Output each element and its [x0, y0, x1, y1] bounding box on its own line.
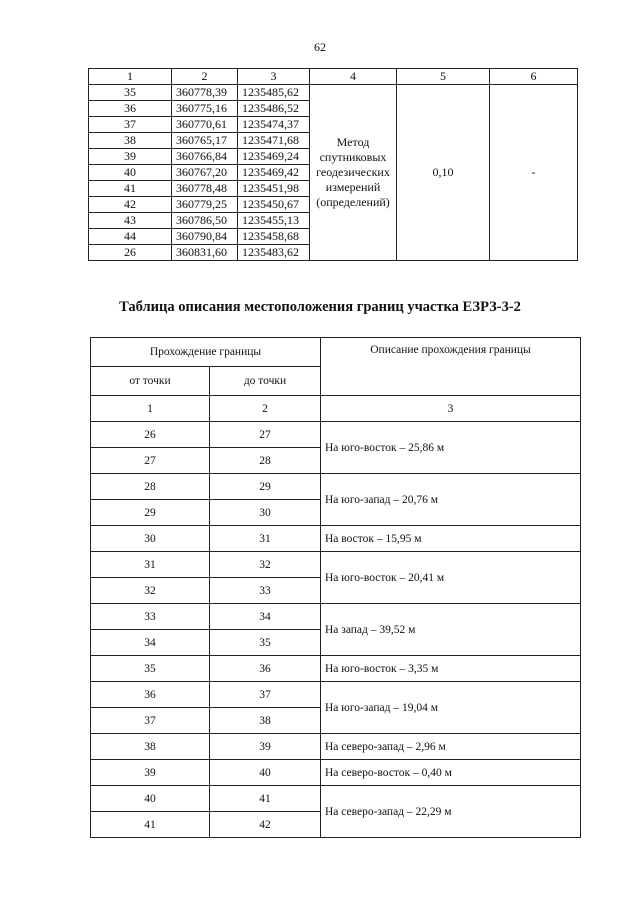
point-number-cell: 39 — [89, 149, 172, 165]
to-point-cell: 29 — [210, 474, 321, 500]
column-number-cell: 2 — [172, 69, 238, 85]
table-row — [91, 734, 581, 760]
header-from-point: от точки — [91, 367, 210, 396]
to-point-cell: 40 — [210, 760, 321, 786]
coordinates-table — [88, 68, 578, 261]
from-point-cell: 33 — [91, 604, 210, 630]
point-number-cell: 37 — [89, 117, 172, 133]
x-coordinate-cell: 360778,48 — [172, 181, 238, 197]
to-point-cell: 38 — [210, 708, 321, 734]
point-number-cell: 42 — [89, 197, 172, 213]
y-coordinate-cell: 1235450,67 — [238, 197, 310, 213]
table-row — [91, 422, 581, 448]
description-cell: На юго-восток – 20,41 м — [321, 552, 581, 604]
description-cell: На юго-восток – 3,35 м — [321, 656, 581, 682]
column-number-cell: 4 — [310, 69, 397, 85]
column-number-cell: 5 — [397, 69, 490, 85]
x-coordinate-cell: 360786,50 — [172, 213, 238, 229]
table-row — [91, 552, 581, 578]
x-coordinate-cell: 360831,60 — [172, 245, 238, 261]
to-point-cell: 36 — [210, 656, 321, 682]
point-number-cell: 36 — [89, 101, 172, 117]
from-point-cell: 29 — [91, 500, 210, 526]
description-cell: На северо-запад – 22,29 м — [321, 786, 581, 838]
x-coordinate-cell: 360778,39 — [172, 85, 238, 101]
from-point-cell: 37 — [91, 708, 210, 734]
y-coordinate-cell: 1235469,42 — [238, 165, 310, 181]
description-cell: На юго-запад – 19,04 м — [321, 682, 581, 734]
to-point-cell: 30 — [210, 500, 321, 526]
description-cell: На северо-восток – 0,40 м — [321, 760, 581, 786]
to-point-cell: 28 — [210, 448, 321, 474]
x-coordinate-cell: 360770,61 — [172, 117, 238, 133]
table-row — [91, 760, 581, 786]
y-coordinate-cell: 1235474,37 — [238, 117, 310, 133]
y-coordinate-cell: 1235458,68 — [238, 229, 310, 245]
from-point-cell: 40 — [91, 786, 210, 812]
table-row — [91, 526, 581, 552]
from-point-cell: 34 — [91, 630, 210, 656]
to-point-cell: 34 — [210, 604, 321, 630]
y-coordinate-cell: 1235455,13 — [238, 213, 310, 229]
to-point-cell: 35 — [210, 630, 321, 656]
table-header-row — [89, 69, 578, 85]
to-point-cell: 32 — [210, 552, 321, 578]
column-number-cell: 1 — [89, 69, 172, 85]
table-row — [91, 682, 581, 708]
to-point-cell: 42 — [210, 812, 321, 838]
x-coordinate-cell: 360766,84 — [172, 149, 238, 165]
from-point-cell: 27 — [91, 448, 210, 474]
point-number-cell: 40 — [89, 165, 172, 181]
to-point-cell: 31 — [210, 526, 321, 552]
x-coordinate-cell: 360775,16 — [172, 101, 238, 117]
point-number-cell: 43 — [89, 213, 172, 229]
from-point-cell: 28 — [91, 474, 210, 500]
from-point-cell: 30 — [91, 526, 210, 552]
y-coordinate-cell: 1235451,98 — [238, 181, 310, 197]
to-point-cell: 41 — [210, 786, 321, 812]
table-row — [91, 474, 581, 500]
header-to-point: до точки — [210, 367, 321, 396]
from-point-cell: 31 — [91, 552, 210, 578]
column-number-cell: 3 — [321, 396, 581, 422]
description-cell: На запад – 39,52 м — [321, 604, 581, 656]
table-row — [89, 85, 578, 101]
column-number-cell: 6 — [490, 69, 578, 85]
from-point-cell: 38 — [91, 734, 210, 760]
point-number-cell: 44 — [89, 229, 172, 245]
point-number-cell: 41 — [89, 181, 172, 197]
to-point-cell: 39 — [210, 734, 321, 760]
point-number-cell: 38 — [89, 133, 172, 149]
column-6-cell: - — [490, 85, 578, 261]
x-coordinate-cell: 360790,84 — [172, 229, 238, 245]
column-numbers-row — [91, 396, 581, 422]
column-number-cell: 3 — [238, 69, 310, 85]
from-point-cell: 32 — [91, 578, 210, 604]
page-number: 62 — [314, 40, 326, 54]
description-cell: На юго-восток – 25,86 м — [321, 422, 581, 474]
x-coordinate-cell: 360767,20 — [172, 165, 238, 181]
boundary-description-table — [90, 337, 581, 838]
point-number-cell: 35 — [89, 85, 172, 101]
y-coordinate-cell: 1235485,62 — [238, 85, 310, 101]
to-point-cell: 27 — [210, 422, 321, 448]
table-row — [91, 604, 581, 630]
table-row — [91, 786, 581, 812]
from-point-cell: 41 — [91, 812, 210, 838]
table-title: Таблица описания местоположения границ участка ЕЗРЗ-3-2 — [119, 299, 521, 315]
description-cell: На юго-запад – 20,76 м — [321, 474, 581, 526]
from-point-cell: 35 — [91, 656, 210, 682]
to-point-cell: 37 — [210, 682, 321, 708]
x-coordinate-cell: 360765,17 — [172, 133, 238, 149]
header-row — [91, 338, 581, 367]
to-point-cell: 33 — [210, 578, 321, 604]
from-point-cell: 36 — [91, 682, 210, 708]
column-number-cell: 1 — [91, 396, 210, 422]
point-number-cell: 26 — [89, 245, 172, 261]
from-point-cell: 39 — [91, 760, 210, 786]
y-coordinate-cell: 1235469,24 — [238, 149, 310, 165]
y-coordinate-cell: 1235471,68 — [238, 133, 310, 149]
y-coordinate-cell: 1235486,52 — [238, 101, 310, 117]
column-number-cell: 2 — [210, 396, 321, 422]
header-passage: Прохождение границы — [91, 338, 321, 367]
y-coordinate-cell: 1235483,62 — [238, 245, 310, 261]
table-row — [91, 656, 581, 682]
accuracy-cell: 0,10 — [397, 85, 490, 261]
header-description: Описание прохождения границы — [321, 338, 581, 396]
from-point-cell: 26 — [91, 422, 210, 448]
x-coordinate-cell: 360779,25 — [172, 197, 238, 213]
description-cell: На восток – 15,95 м — [321, 526, 581, 552]
description-cell: На северо-запад – 2,96 м — [321, 734, 581, 760]
method-cell: Метод спутниковых геодезических измерений (определений) — [310, 85, 397, 261]
